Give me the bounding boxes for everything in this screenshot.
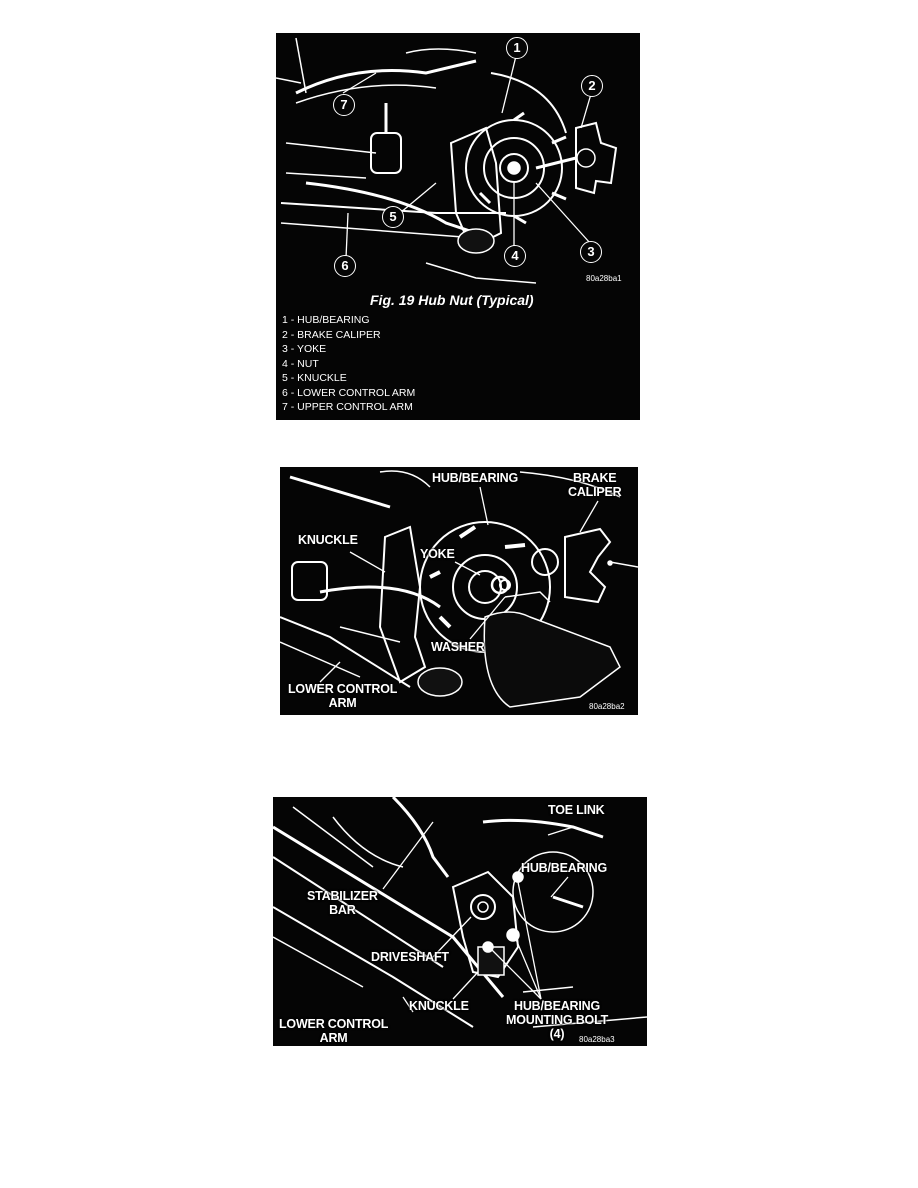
figure-hub-bearing-mounting — [273, 797, 647, 1046]
label-lower-control-arm: LOWER CONTROL ARM — [288, 682, 398, 710]
label-washer: WASHER — [431, 640, 485, 654]
callout-6: 6 — [334, 255, 356, 277]
label-hub-bearing-mounting-bolt: HUB/BEARING MOUNTING BOLT (4) — [506, 999, 609, 1041]
callout-5: 5 — [382, 206, 404, 228]
callout-4: 4 — [504, 245, 526, 267]
label-driveshaft: DRIVESHAFT — [371, 950, 449, 964]
label-yoke: YOKE — [420, 547, 455, 561]
label-stabilizer-bar: STABILIZER BAR — [307, 889, 378, 917]
figure-caption: Fig. 19 Hub Nut (Typical) — [370, 292, 534, 308]
legend-item: 2 - BRAKE CALIPER — [282, 328, 381, 341]
legend-item: 6 - LOWER CONTROL ARM — [282, 386, 416, 399]
label-toe-link: TOE LINK — [548, 803, 605, 817]
legend-item: 3 - YOKE — [282, 343, 327, 355]
legend-item: 5 - KNUCKLE — [282, 372, 347, 384]
callout-1: 1 — [506, 37, 528, 59]
label-knuckle: KNUCKLE — [298, 533, 358, 547]
label-lower-control-arm: LOWER CONTROL ARM — [279, 1017, 389, 1045]
callout-3: 3 — [580, 241, 602, 263]
figure-code: 80a28ba2 — [589, 702, 625, 711]
callout-2: 2 — [581, 75, 603, 97]
label-hub-bearing: HUB/BEARING — [521, 861, 607, 875]
hub-nut-illustration — [276, 33, 640, 303]
figure-legend — [282, 313, 415, 415]
legend-item: 1 - HUB/BEARING — [282, 314, 370, 326]
figure-code: 80a28ba1 — [586, 274, 622, 283]
washer-illustration — [280, 467, 638, 715]
figure-hub-nut — [276, 33, 640, 420]
legend-item: 4 - NUT — [282, 357, 319, 370]
figure-washer — [280, 467, 638, 715]
label-hub-bearing: HUB/BEARING — [432, 471, 518, 485]
label-brake-caliper: BRAKE CALIPER — [568, 471, 622, 499]
callout-7: 7 — [333, 94, 355, 116]
legend-item: 7 - UPPER CONTROL ARM — [282, 401, 413, 413]
label-knuckle: KNUCKLE — [409, 999, 469, 1013]
figure-code: 80a28ba3 — [579, 1035, 615, 1044]
